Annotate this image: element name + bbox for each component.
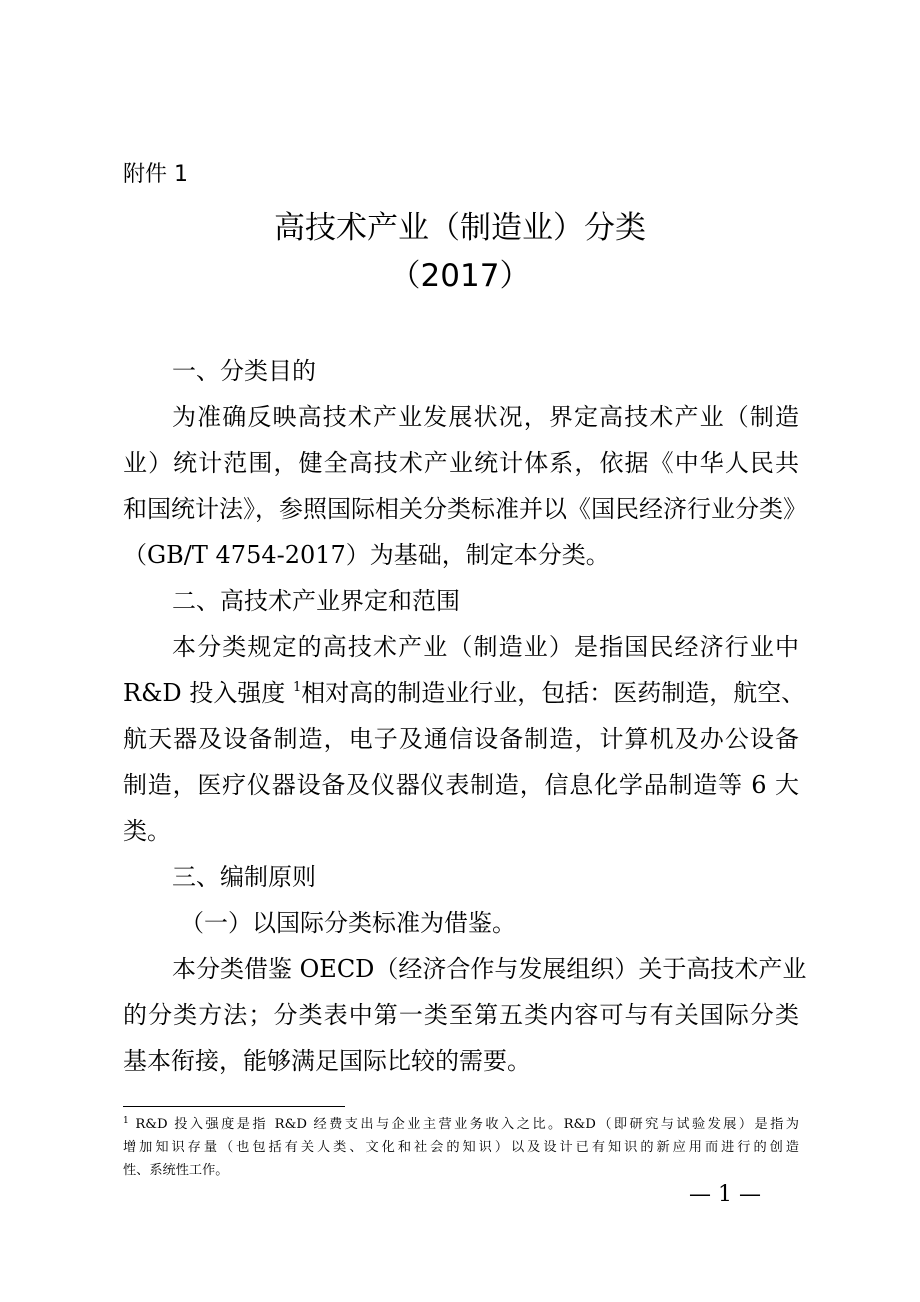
- section-3-subheading: （一）以国际分类标准为借鉴。: [180, 909, 516, 937]
- section-3-heading: 三、编制原则: [172, 863, 316, 891]
- section-2-heading: 二、高技术产业界定和范围: [172, 587, 460, 615]
- paragraph-line: 和国统计法》，参照国际相关分类标准并以《国民经济行业分类》: [123, 495, 807, 523]
- section-1-heading: 一、分类目的: [172, 357, 316, 385]
- paragraph-text: 相对高的制造业行业，包括：医药制造，航空、: [301, 679, 806, 707]
- paragraph-line: 航天器及设备制造，电子及通信设备制造，计算机及办公设备: [123, 725, 799, 753]
- paragraph-line: 为准确反映高技术产业发展状况，界定高技术产业（制造: [172, 403, 799, 431]
- paragraph-line: 制造，医疗仪器设备及仪器仪表制造，信息化学品制造等 6 大: [123, 771, 799, 799]
- paragraph-line: 业）统计范围，健全高技术产业统计体系，依据《中华人民共: [123, 449, 799, 477]
- rd-intensity-term: R&D 投入强度: [123, 679, 286, 707]
- document-year: （2017）: [389, 258, 531, 294]
- paragraph-line: 本分类借鉴 OECD（经济合作与发展组织）关于高技术产业: [172, 955, 807, 983]
- paragraph-line: 基本衔接，能够满足国际比较的需要。: [123, 1047, 531, 1075]
- paragraph-line: （GB/T 4754-2017）为基础，制定本分类。: [123, 541, 610, 569]
- page-number: — 1 —: [689, 1182, 761, 1207]
- footnote-line: 性、系统性工作。: [123, 1163, 229, 1178]
- attachment-label: 附件 1: [123, 162, 188, 187]
- footnote-line: 增加知识存量（也包括有关人类、文化和社会的知识）以及设计已有知识的新应用而进行的创造: [123, 1140, 799, 1155]
- footnote-marker: 1: [123, 1116, 129, 1126]
- footnote-reference[interactable]: 1: [292, 680, 302, 695]
- document-title: 高技术产业（制造业）分类: [274, 210, 646, 246]
- paragraph-line: 的分类方法；分类表中第一类至第五类内容可与有关国际分类: [123, 1001, 799, 1029]
- paragraph-line: [123, 677, 806, 709]
- paragraph-line: 本分类规定的高技术产业（制造业）是指国民经济行业中: [172, 633, 799, 661]
- footnote-divider: [123, 1106, 345, 1107]
- footnote-text: R&D 投入强度是指 R&D 经费支出与企业主营业务收入之比。R&D（即研究与试验发展）是指为: [128, 1117, 799, 1132]
- paragraph-line: 类。: [123, 817, 171, 845]
- footnote-line: [123, 1114, 799, 1136]
